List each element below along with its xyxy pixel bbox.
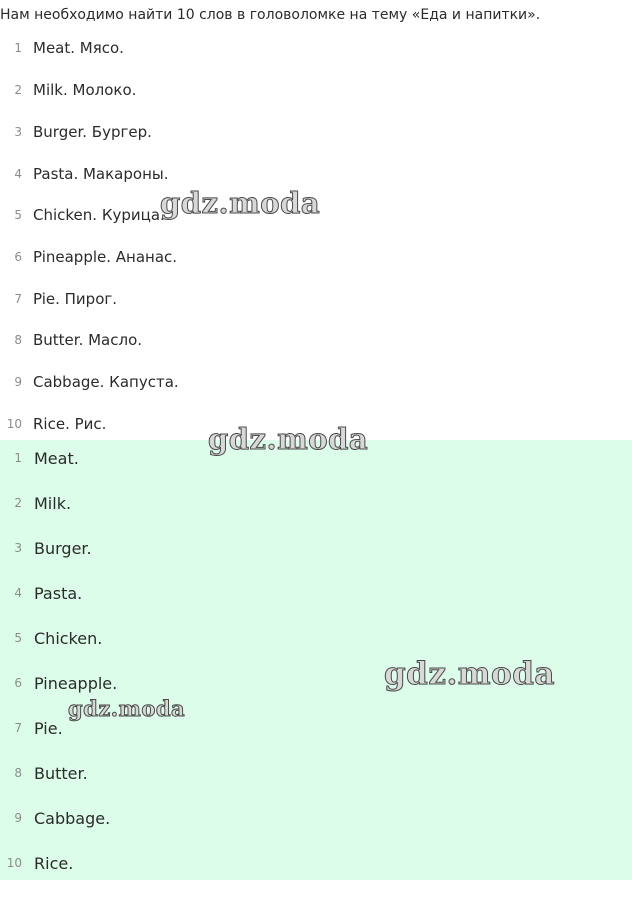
watermark: gdz.moda <box>160 186 321 220</box>
watermark: gdz.moda <box>384 656 555 692</box>
item-text: Pineapple. <box>34 673 118 693</box>
list-item <box>0 672 117 694</box>
item-text: Burger. <box>34 538 92 558</box>
list-item <box>0 330 142 350</box>
list-item <box>0 122 152 142</box>
item-number: 8 <box>14 766 22 780</box>
item-number: 10 <box>6 856 22 870</box>
item-text: Butter. <box>34 763 88 783</box>
item-text: Pasta. <box>34 583 83 603</box>
item-text: Chicken. Курица. <box>33 206 165 224</box>
item-number: 2 <box>14 83 22 97</box>
item-text: Rice. Рис. <box>33 415 107 433</box>
item-text: Butter. Масло. <box>33 331 143 349</box>
item-number: 6 <box>14 250 22 264</box>
list-item <box>0 717 63 739</box>
item-number: 1 <box>14 451 22 465</box>
list-item <box>0 289 117 309</box>
item-number: 3 <box>14 125 22 139</box>
list-item <box>0 205 165 225</box>
item-text: Pasta. Макароны. <box>33 165 169 183</box>
item-text: Cabbage. Капуста. <box>33 373 179 391</box>
item-number: 9 <box>14 811 22 825</box>
item-text: Pie. <box>34 718 63 738</box>
item-text: Meat. Мясо. <box>33 39 124 57</box>
item-number: 1 <box>14 41 22 55</box>
item-text: Pie. Пирог. <box>33 290 118 308</box>
item-text: Milk. Молоко. <box>33 81 137 99</box>
item-number: 4 <box>14 586 22 600</box>
item-text: Chicken. <box>34 628 103 648</box>
list-item <box>0 807 110 829</box>
item-text: Milk. <box>34 493 72 513</box>
item-text: Pineapple. Ананас. <box>33 248 178 266</box>
list-item <box>0 627 102 649</box>
item-number: 3 <box>14 541 22 555</box>
item-number: 4 <box>14 167 22 181</box>
item-text: Meat. <box>34 448 79 468</box>
item-number: 5 <box>14 631 22 645</box>
list-item <box>0 38 124 58</box>
list-item <box>0 164 169 184</box>
list-item <box>0 492 71 514</box>
list-item <box>0 414 106 434</box>
list-item <box>0 80 136 100</box>
list-item <box>0 762 88 784</box>
item-number: 5 <box>14 208 22 222</box>
intro-text: Нам необходимо найти 10 слов в головоломке на тему «Еда и напитки». <box>0 7 541 23</box>
item-text: Cabbage. <box>34 808 111 828</box>
item-text: Rice. <box>34 853 74 873</box>
item-number: 7 <box>14 292 22 306</box>
list-item <box>0 372 179 392</box>
watermark: gdz.moda <box>68 696 186 721</box>
item-number: 6 <box>14 676 22 690</box>
item-number: 7 <box>14 721 22 735</box>
list-item <box>0 247 177 267</box>
list-item <box>0 537 92 559</box>
item-number: 2 <box>14 496 22 510</box>
watermark: gdz.moda <box>208 422 369 456</box>
list-item <box>0 852 73 874</box>
item-number: 8 <box>14 333 22 347</box>
list-item <box>0 582 82 604</box>
item-number: 9 <box>14 375 22 389</box>
list-item <box>0 447 79 469</box>
item-number: 10 <box>6 417 22 431</box>
item-text: Burger. Бургер. <box>33 123 152 141</box>
